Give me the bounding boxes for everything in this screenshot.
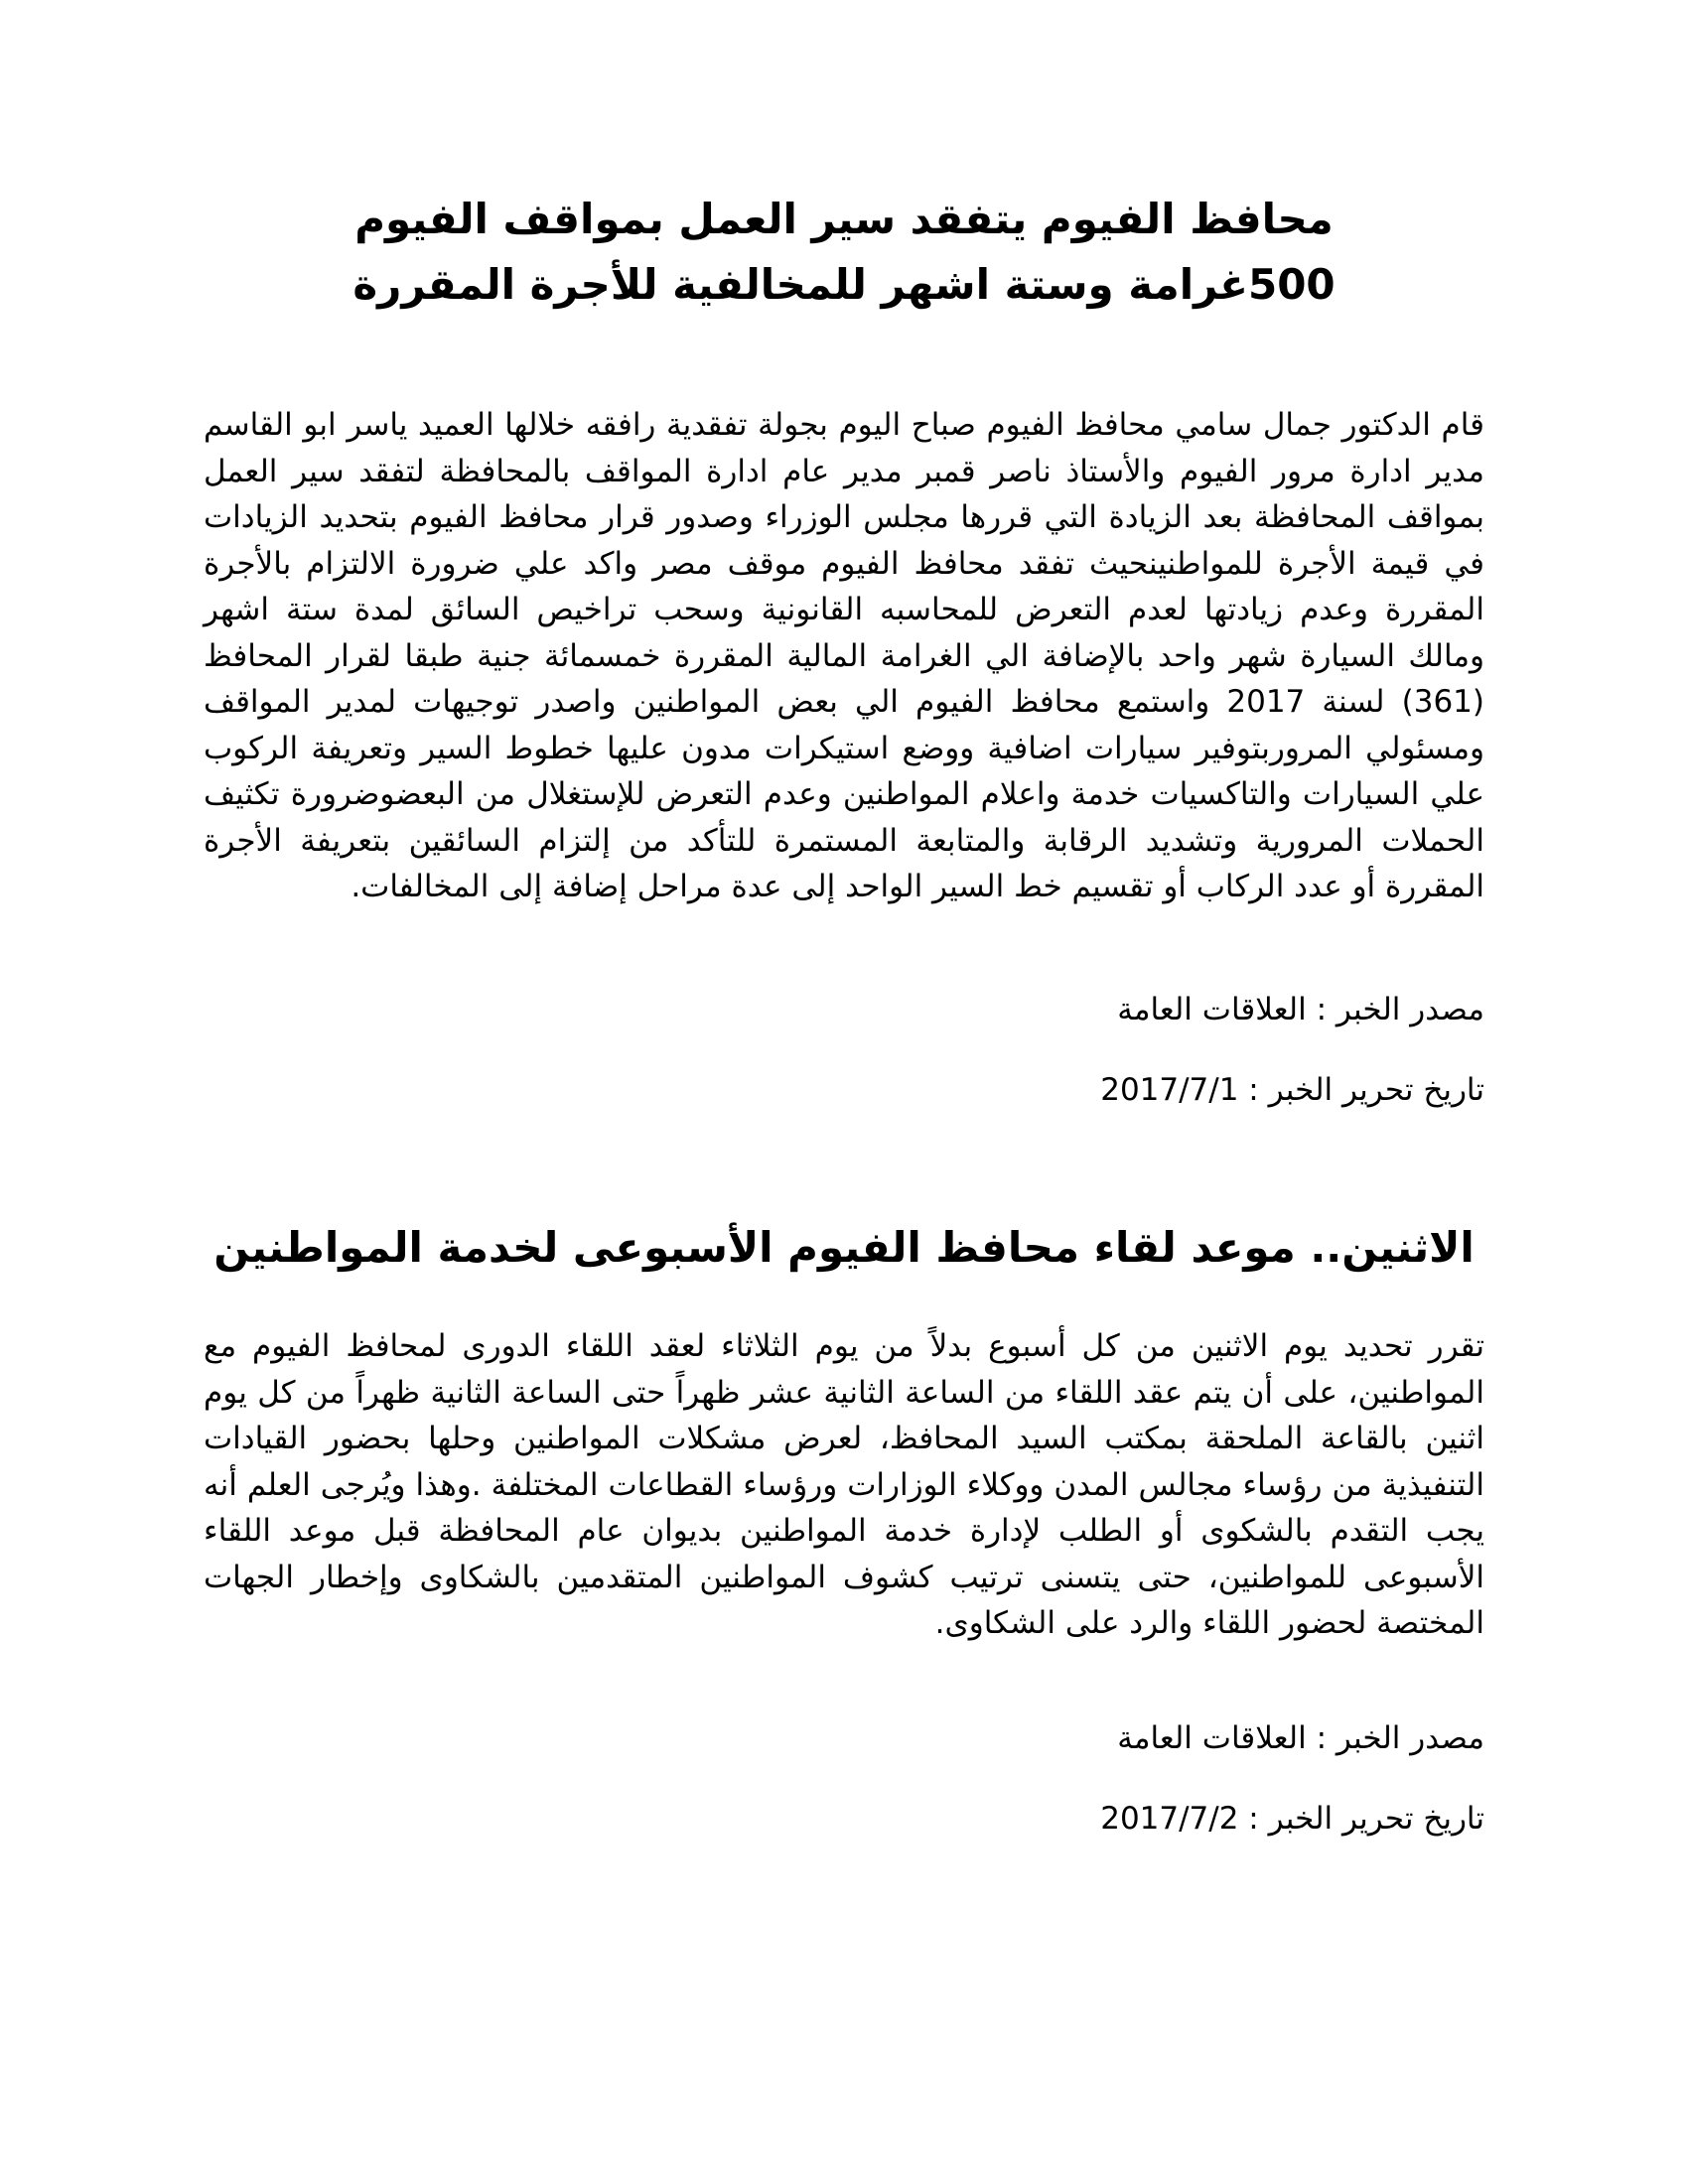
article1-body: قام الدكتور جمال سامي محافظ الفيوم صباح اليوم بجولة تفقدية رافقه خلالها العميد ياسر ابو القاسم مدير ادارة مرور الفيوم والأستاذ ناصر قمبر مدير عام ادارة المواقف بالمحافظة لتفقد سير العمل بمواقف المحافظة بعد الزيادة التي قررها مجلس الوزراء وصدور قرار محافظ الفيوم بتحديد الزيادات في قيمة الأجرة للمواطنينحيث تفقد محافظ الفيوم موقف مصر واكد علي ضرورة الالتزام بالأجرة المقررة وعدم زيادتها لعدم التعرض للمحاسبه القانونية وسحب تراخيص السائق لمدة ستة اشهر ومالك السيارة شهر واحد بالإضافة الي الغرامة المالية المقررة خمسمائة جنية طبقا لقرار المحافظ (361) لسنة 2017 واستمع محافظ الفيوم الي بعض المواطنين واصدر توجيهات لمدير المواقف ومسئولي المروربتوفير سيارات اضافية ووضع استيكرات مدون عليها خطوط السير وتعريفة الركوب علي السيارات والتاكسيات خدمة واعلام المواطنين وعدم التعرض للإستغلال من البعضوضرورة تكثيف الحملات المرورية وتشديد الرقابة والمتابعة المستمرة للتأكد من إلتزام السائقين بتعريفة الأجرة المقررة أو عدد الركاب أو تقسيم خط السير الواحد إلى عدة مراحل إضافة إلى المخالفات. [204,407,1484,904]
article2-source: مصدر الخبر : العلاقات العامة [1117,1720,1484,1756]
article1-headline: محافظ الفيوم يتفقد سير العمل بمواقف الفيوم [354,195,1334,243]
article1-subheadline: 500غرامة وستة اشهر للمخالفية للأجرة المقررة [352,260,1336,309]
article2-date: تاريخ تحرير الخبر : 2017/7/2 [1100,1801,1484,1837]
article2-headline: الاثنين.. موعد لقاء محافظ الفيوم الأسبوعى لخدمة المواطنين [213,1223,1475,1272]
article1-source: مصدر الخبر : العلاقات العامة [1117,992,1484,1027]
article2-body: تقرر تحديد يوم الاثنين من كل أسبوع بدلاً من يوم الثلاثاء لعقد اللقاء الدورى لمحافظ الفيوم مع المواطنين، على أن يتم عقد اللقاء من الساعة الثانية عشر ظهراً حتى الساعة الثانية ظهراً من كل يوم اثنين بالقاعة الملحقة بمكتب السيد المحافظ، لعرض مشكلات المواطنين وحلها بحضور القيادات التنفيذية من رؤساء مجالس المدن ووكلاء الوزارات ورؤساء القطاعات المختلفة .وهذا ويُرجى العلم أنه يجب التقدم بالشكوى أو الطلب لإدارة خدمة المواطنين بديوان عام المحافظة قبل موعد اللقاء الأسبوعى للمواطنين، حتى يتسنى ترتيب كشوف المواطنين المتقدمين بالشكاوى وإخطار الجهات المختصة لحضور اللقاء والرد على الشكاوى. [204,1328,1484,1641]
article1-date: تاريخ تحرير الخبر : 2017/7/1 [1100,1072,1484,1108]
